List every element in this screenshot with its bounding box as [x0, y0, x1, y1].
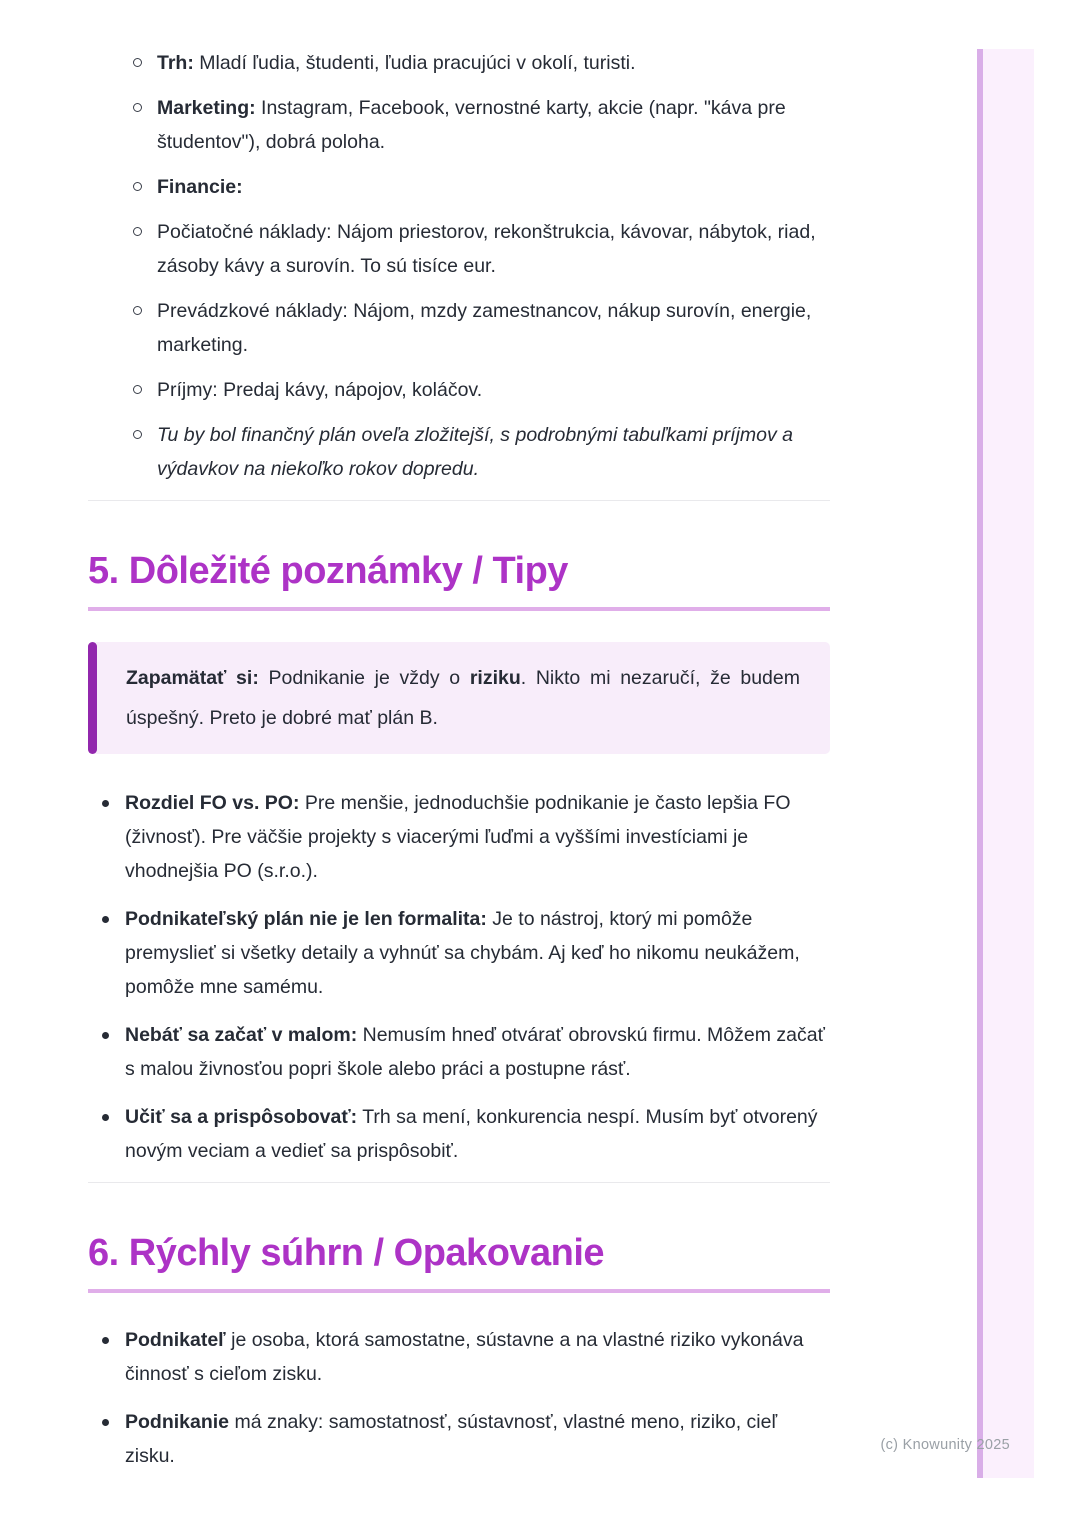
item-lead: Podnikateľský plán nie je len formalita:: [125, 908, 487, 930]
business-plan-list: [88, 46, 830, 486]
list-item: [53, 294, 830, 362]
circle-bullet-icon: [133, 103, 142, 112]
item-text: Trh sa mení, konkurencia nespí. Musím byť otvorený novým veciam a vedieť sa prispôsobiť.: [125, 1106, 818, 1162]
disc-bullet-icon: [102, 1032, 109, 1039]
callout-text: [126, 658, 800, 738]
list-item: [88, 902, 830, 1004]
item-lead: Financie:: [157, 176, 243, 198]
item-text: je osoba, ktorá samostatne, sústavne a na vlastné riziko vykonáva činnosť s cieľom zisku.: [125, 1329, 804, 1385]
circle-bullet-icon: [133, 306, 142, 315]
circle-bullet-icon: [133, 58, 142, 67]
circle-bullet-icon: [133, 385, 142, 394]
item-text: Pre menšie, jednoduchšie podnikanie je často lepšia FO (živnosť). Pre väčšie projekty s viacerými ľuďmi a vyššími investíciami je vhodnejšia PO (s.r.o.).: [125, 792, 791, 882]
disc-bullet-icon: [102, 1114, 109, 1121]
item-text: Prevádzkové náklady: Nájom, mzdy zamestnancov, nákup surovín, energie, marketing.: [157, 300, 812, 356]
list-item: [53, 373, 830, 407]
callout-lead: Zapamätať si:: [126, 667, 259, 689]
list-item: [88, 1100, 830, 1168]
list-item: [53, 215, 830, 283]
section-6-heading: 6. Rýchly súhrn / Opakovanie: [88, 1231, 830, 1293]
disc-bullet-icon: [102, 916, 109, 923]
list-item: [88, 786, 830, 888]
callout-body-2: . Nikto mi nezaručí, že budem úspešný. Preto je dobré mať plán B.: [126, 667, 800, 729]
item-text: Je to nástroj, ktorý mi pomôže premyslieť si všetky detaily a vyhnúť sa chybám. Aj keď ho nikomu neukážem, pomôže mne samému.: [125, 908, 800, 998]
list-item: [88, 1018, 830, 1086]
item-text-italic: Tu by bol finančný plán oveľa zložitejší, s podrobnými tabuľkami príjmov a výdavkov na niekoľko rokov dopredu.: [157, 424, 793, 480]
item-lead: Trh:: [157, 52, 194, 74]
disc-bullet-icon: [102, 1419, 109, 1426]
section-divider: [88, 1182, 830, 1183]
summary-list: [88, 1323, 830, 1473]
remember-callout: [88, 642, 830, 754]
disc-bullet-icon: [102, 800, 109, 807]
list-item: [88, 91, 830, 159]
circle-bullet-icon: [133, 430, 142, 439]
item-text: má znaky: samostatnosť, sústavnosť, vlastné meno, riziko, cieľ zisku.: [125, 1411, 778, 1467]
list-item: [88, 170, 830, 486]
item-text: Počiatočné náklady: Nájom priestorov, rekonštrukcia, kávovar, nábytok, riad, zásoby kávy a surovín. To sú tisíce eur.: [157, 221, 816, 277]
list-item: [88, 1405, 830, 1473]
list-item: [53, 418, 830, 486]
finance-sublist: [157, 215, 830, 486]
right-decoration-stripe: [977, 49, 1034, 1478]
document-content: [88, 46, 830, 1487]
item-lead: Učiť sa a prispôsobovať:: [125, 1106, 358, 1128]
item-lead: Podnikateľ: [125, 1329, 226, 1351]
item-text: Nemusím hneď otvárať obrovskú firmu. Môžem začať s malou živnosťou popri škole alebo práci a postupne rásť.: [125, 1024, 825, 1080]
item-lead: Nebáť sa začať v malom:: [125, 1024, 358, 1046]
item-text: Mladí ľudia, študenti, ľudia pracujúci v okolí, turisti.: [193, 52, 636, 74]
item-text: Príjmy: Predaj kávy, nápojov, koláčov.: [157, 379, 483, 401]
copyright-notice: (c) Knowunity 2025: [880, 1437, 1010, 1453]
section-divider: [88, 500, 830, 501]
item-lead: Rozdiel FO vs. PO:: [125, 792, 300, 814]
callout-highlight: riziku: [469, 667, 521, 689]
list-item: [88, 46, 830, 80]
circle-bullet-icon: [133, 227, 142, 236]
callout-body-1: Podnikanie je vždy o: [258, 667, 470, 689]
item-lead: Marketing:: [157, 97, 256, 119]
item-text: Instagram, Facebook, vernostné karty, akcie (napr. "káva pre študentov"), dobrá poloha.: [157, 97, 786, 153]
tips-list: [88, 786, 830, 1168]
section-5-heading: 5. Dôležité poznámky / Tipy: [88, 549, 830, 611]
list-item: [88, 1323, 830, 1391]
disc-bullet-icon: [102, 1337, 109, 1344]
circle-bullet-icon: [133, 182, 142, 191]
callout-left-bar: [88, 642, 97, 754]
item-lead: Podnikanie: [125, 1411, 230, 1433]
